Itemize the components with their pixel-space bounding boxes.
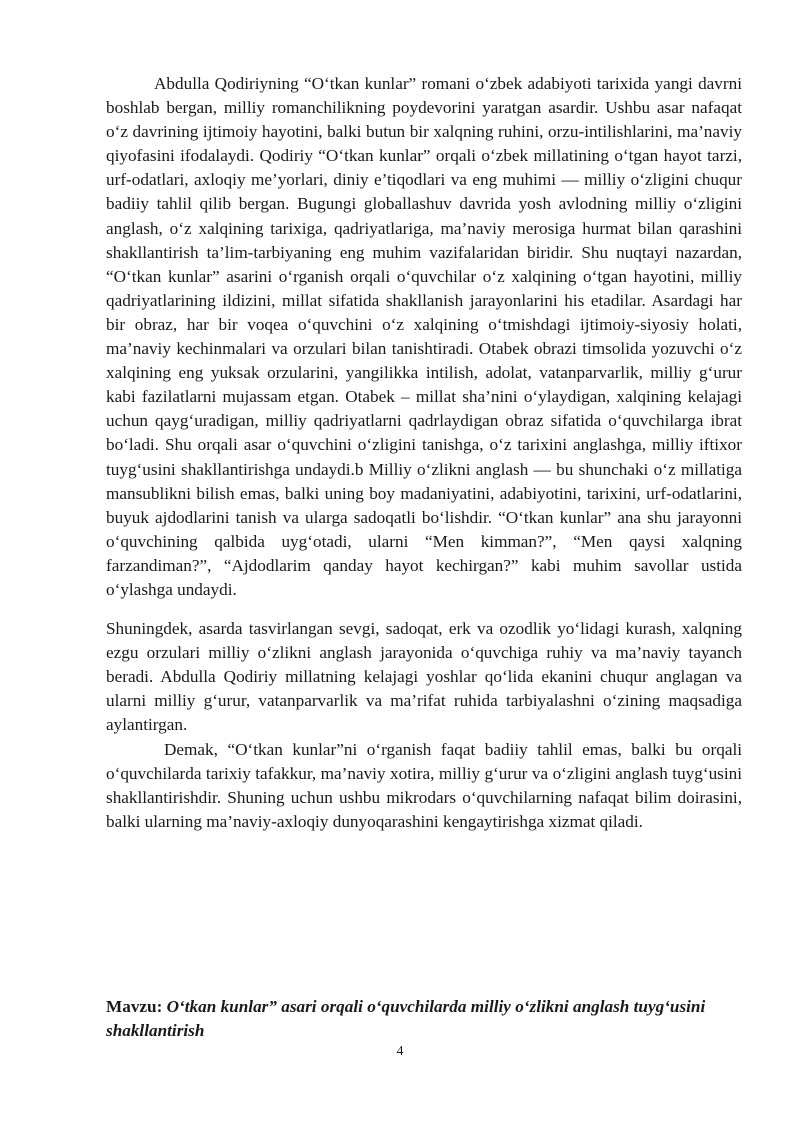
topic-heading <box>106 995 742 1043</box>
page-number: 4 <box>396 1044 404 1059</box>
paragraph-second: Shuningdek, asarda tasvirlangan sevgi, sadoqat, erk va ozodlik yo‘lidagi kurash, xalqning ezgu orzulari milliy o‘zlikni anglash jarayonida o‘quvchiga ruhiy va ma’naviy tayanch beradi. Abdulla Qodiriy millatning kelajagi yoshlar qo‘lida ekanini chuqur anglagan va ularni milliy g‘urur, vatanparvarlik va ma’rifat ruhida tarbiyalashni o‘zining maqsadiga aylantirgan. <box>106 619 742 735</box>
body-text <box>106 72 742 834</box>
topic-title: O‘tkan kunlar” asari orqali o‘quvchilarda milliy o‘zlikni anglash tuyg‘usini shakllantirish <box>106 997 706 1040</box>
paragraph-conclusion: Demak, “O‘tkan kunlar”ni o‘rganish faqat badiiy tahlil emas, balki bu orqali o‘quvchilarda tarixiy tafakkur, ma’naviy xotira, milliy g‘urur va o‘zligini anglash tuyg‘usini shakllantirishdir. Shuning uchun ushbu mikrodars o‘quvchilarning nafaqat bilim doirasini, balki ularning ma’naviy-axloqiy dunyoqarashini kengaytirishga xizmat qiladi. <box>106 739 742 831</box>
paragraph-intro: Abdulla Qodiriyning “O‘tkan kunlar” romani o‘zbek adabiyoti tarixida yangi davrni boshlab bergan, milliy romanchilikning poydevorini yaratgan asardir. Ushbu asar nafaqat o‘z davrining ijtimoiy hayotini, balki butun bir xalqning ruhini, orzu-intilishlarini, ma’naviy qiyofasini ifodalaydi. Qodiriy “O‘tkan kunlar” orqali o‘zbek millatining o‘tgan hayot tarzi, urf-odatlari, axloqiy me’yorlari, diniy e’tiqodlari va eng muhimi — milliy o‘zligini chuqur badiiy tahlil qilib bergan. Bugungi globallashuv davrida yosh avlodning milliy o‘zligini anglash, o‘z xalqining tarixiga, qadriyatlariga, ma’naviy merosiga hurmat bilan qarashini shakllantirish ta’lim-tarbiyaning eng muhim vazifalaridan biridir. Shu nuqtayi nazardan, “O‘tkan kunlar” asarini o‘rganish orqali o‘quvchilar o‘z xalqining o‘tgan hayotini, milliy qadriyatlarining ildizini, millat sifatida shakllanish jarayonlarini his etadilar. Asardagi har bir obraz, har bir voqea o‘quvchini o‘z xalqining o‘tmishdagi ijtimoiy-siyosiy holati, ma’naviy kechinmalari va orzulari bilan tanishtiradi. Otabek obrazi timsolida yozuvchi o‘z xalqining eng yuksak orzularini, yangilikka intilish, adolat, vatanparvarlik, milliy g‘urur kabi fazilatlarni mujassam etgan. Otabek – millat sha’nini o‘ylaydigan, xalqining kelajagi uchun qayg‘uradigan, milliy qadriyatlarni qadrlaydigan obraz sifatida o‘quvchilarga ibrat bo‘ladi. Shu orqali asar o‘quvchini o‘zligini tanishga, o‘z tarixini anglashga, milliy iftixor tuyg‘usini shakllantirishga undaydi.b Milliy o‘zlikni anglash — bu shunchaki o‘z millatiga mansublikni bilish emas, balki uning boy madaniyatini, adabiyotini, tarixini, urf-odatlarini, buyuk ajdodlarini tanish va ularga sadoqatli bo‘lishdir. “O‘tkan kunlar” ana shu jarayonni o‘quvchining qalbida uyg‘otadi, ularni “Men kimman?”, “Men qaysi xalqning farzandiman?”, “Ajdodlarim qanday hayot kechirgan?” kabi muhim savollar ustida o‘ylashga undaydi. <box>106 74 742 599</box>
topic-label: Mavzu: <box>106 997 163 1016</box>
